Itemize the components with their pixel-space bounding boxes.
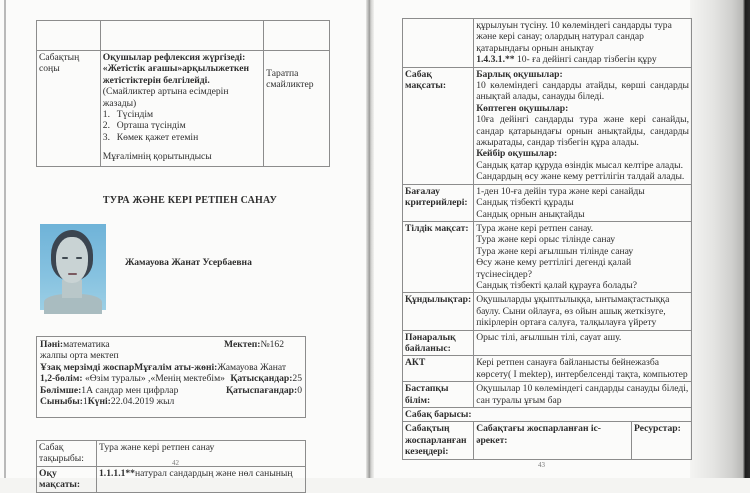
list-item: 2. Орташа түсіндім [102, 120, 186, 132]
author-name: Жамауова Жанат Усербаевна [125, 257, 252, 268]
criteria-value: 1-ден 10-ға дейін тура және кері санайды Сандық тізбекті құрады Сандық орнын анықтайды [474, 184, 692, 221]
page-number-left: 42 [172, 459, 179, 467]
table-row [37, 337, 306, 418]
table-row [37, 466, 306, 492]
activity-bold: Оқушылар рефлексия жүргізеді: «Жетістік ағашы»арқылыжеткен жетістіктерін белгілейді. [102, 52, 250, 86]
topic-value: Тура және кері ретпен санау [97, 441, 306, 467]
table-row [403, 408, 692, 422]
cross-curricular-value: Орыс тілі, ағылшын тілі, сауат ашу. [474, 330, 692, 356]
document-title: ТУРА ЖӘНЕ КЕРІ РЕТПЕН САНАУ [102, 195, 278, 206]
table-row [37, 21, 330, 51]
author-photo [40, 224, 106, 310]
table-row [403, 330, 692, 356]
table-row [403, 382, 692, 408]
language-value: Тура және кері ретпен санау. Тура және кері орыс тілінде санау Тура және кері ағылшын тілінде санау Өсу және кему реттілігі дегенді қалай түсінесіңдер? Сандық тізбекті қалай құрауға болады? [474, 221, 692, 292]
table-row [37, 51, 330, 167]
table-row [403, 221, 692, 292]
activity-header: Сабақтағы жоспарланған іс-әрекет: [474, 422, 632, 459]
cross-curricular-label: Пәнаралық байланыс: [403, 330, 474, 356]
table-row [403, 422, 692, 459]
ict-value: Кері ретпен санауға байланысты бейнежазба көрсету( I mektep), интербелсенді тақта, компьютер [474, 356, 692, 382]
reflection-activity [100, 51, 263, 167]
prior-knowledge-label: Бастапқы білім: [403, 382, 474, 408]
table-cell [37, 21, 101, 51]
prior-knowledge-value: Оқушылар 10 көлеміндегі сандарды санауды біледі, сан туралы ұғым бар [474, 382, 692, 408]
table-cell [100, 21, 263, 51]
list-item: 3. Көмек қажет етемін [102, 131, 199, 143]
ict-label: АКТ [403, 356, 474, 382]
lesson-progress-label: Сабақ барысы: [403, 408, 692, 422]
values-value: Оқушыларды ұқыптылыққа, ынтымақтастыққа баулу. Сыни ойлауға, өз ойын ашық жеткізуге, пікірлерін ортаға салуға, талқылауға үйрету [474, 293, 692, 330]
table-row [403, 293, 692, 330]
lesson-plan-table [402, 18, 692, 460]
lesson-end-table [36, 20, 330, 167]
table-row [403, 67, 692, 184]
goals-value: Барлық оқушылар: 10 көлеміндегі сандарды атайды, көрші сандарды анықтай алады, санауды біледі. Көптеген оқушылар: 10ға дейінгі сандарды тура және кері санайды, сандар қатарындағы орнын анықтайды, сандарды ажыратады, сандар тізбегін құра алады. Кейбір оқушылар: Сандық қатар құруда өзіндік мысал келтіре алады. Сандардың өсу және кему реттілігін талдай алады. [474, 67, 692, 184]
table-row [37, 441, 306, 467]
resource-cell: Таратпа смайликтер [264, 51, 330, 167]
teacher-conclusion: Мұғалімнің қорытындысы [102, 151, 212, 163]
lesson-info-table [36, 336, 306, 418]
language-label: Тілдік мақсат: [403, 221, 474, 292]
objective-value: 1.1.1.1**натурал сандардың және нөл санының [97, 466, 306, 492]
info-cell: Пәні:математика Мектеп:№162 жалпы орта мектеп Ұзақ мерзімді жоспарМұғалім аты-жөні:Жамауова Жанат 1,2-бөлім: «Өзім туралы» ,«Менің мектебім» Қатысқандар:25 Бөлімше:1А сандар мен цифрлар Қатыспағандар:0 Сыныбы:1Күні:22.04.2019 жыл [37, 337, 306, 418]
resources-header: Ресурстар: [632, 422, 692, 459]
list-item: 1. Түсіндім [102, 109, 154, 121]
lesson-topic-table [36, 440, 306, 493]
page-number-right: 43 [538, 461, 545, 469]
activity-note: (Смайликтер артына есімдерін жазады) [102, 86, 229, 109]
page-edge [4, 0, 6, 478]
objective-continued: құрылуын түсіну. 10 көлеміндегі сандарды тура және кері санау; олардың натурал сандар қатарындағы орнын анықтау 1.4.3.1.** 10- ға дейінгі сандар тізбегін құру [474, 19, 692, 68]
table-row [403, 19, 692, 68]
objective-label: Оқу мақсаты: [37, 466, 97, 492]
stage-label: Сабақтың соңы [37, 51, 101, 167]
book-gutter [366, 0, 374, 478]
table-row [403, 356, 692, 382]
options-list [103, 109, 261, 143]
goals-label: Сабақ мақсаты: [403, 67, 474, 184]
topic-label: Сабақ тақырыбы: [37, 441, 97, 467]
criteria-label: Бағалау критерийлері: [403, 184, 474, 221]
table-row [403, 184, 692, 221]
stages-header: Сабақтың жоспарланған кезеңдері: [403, 422, 474, 459]
values-label: Құндылықтар: [403, 293, 474, 330]
page-edge-shadow [690, 0, 750, 478]
table-cell [264, 21, 330, 51]
